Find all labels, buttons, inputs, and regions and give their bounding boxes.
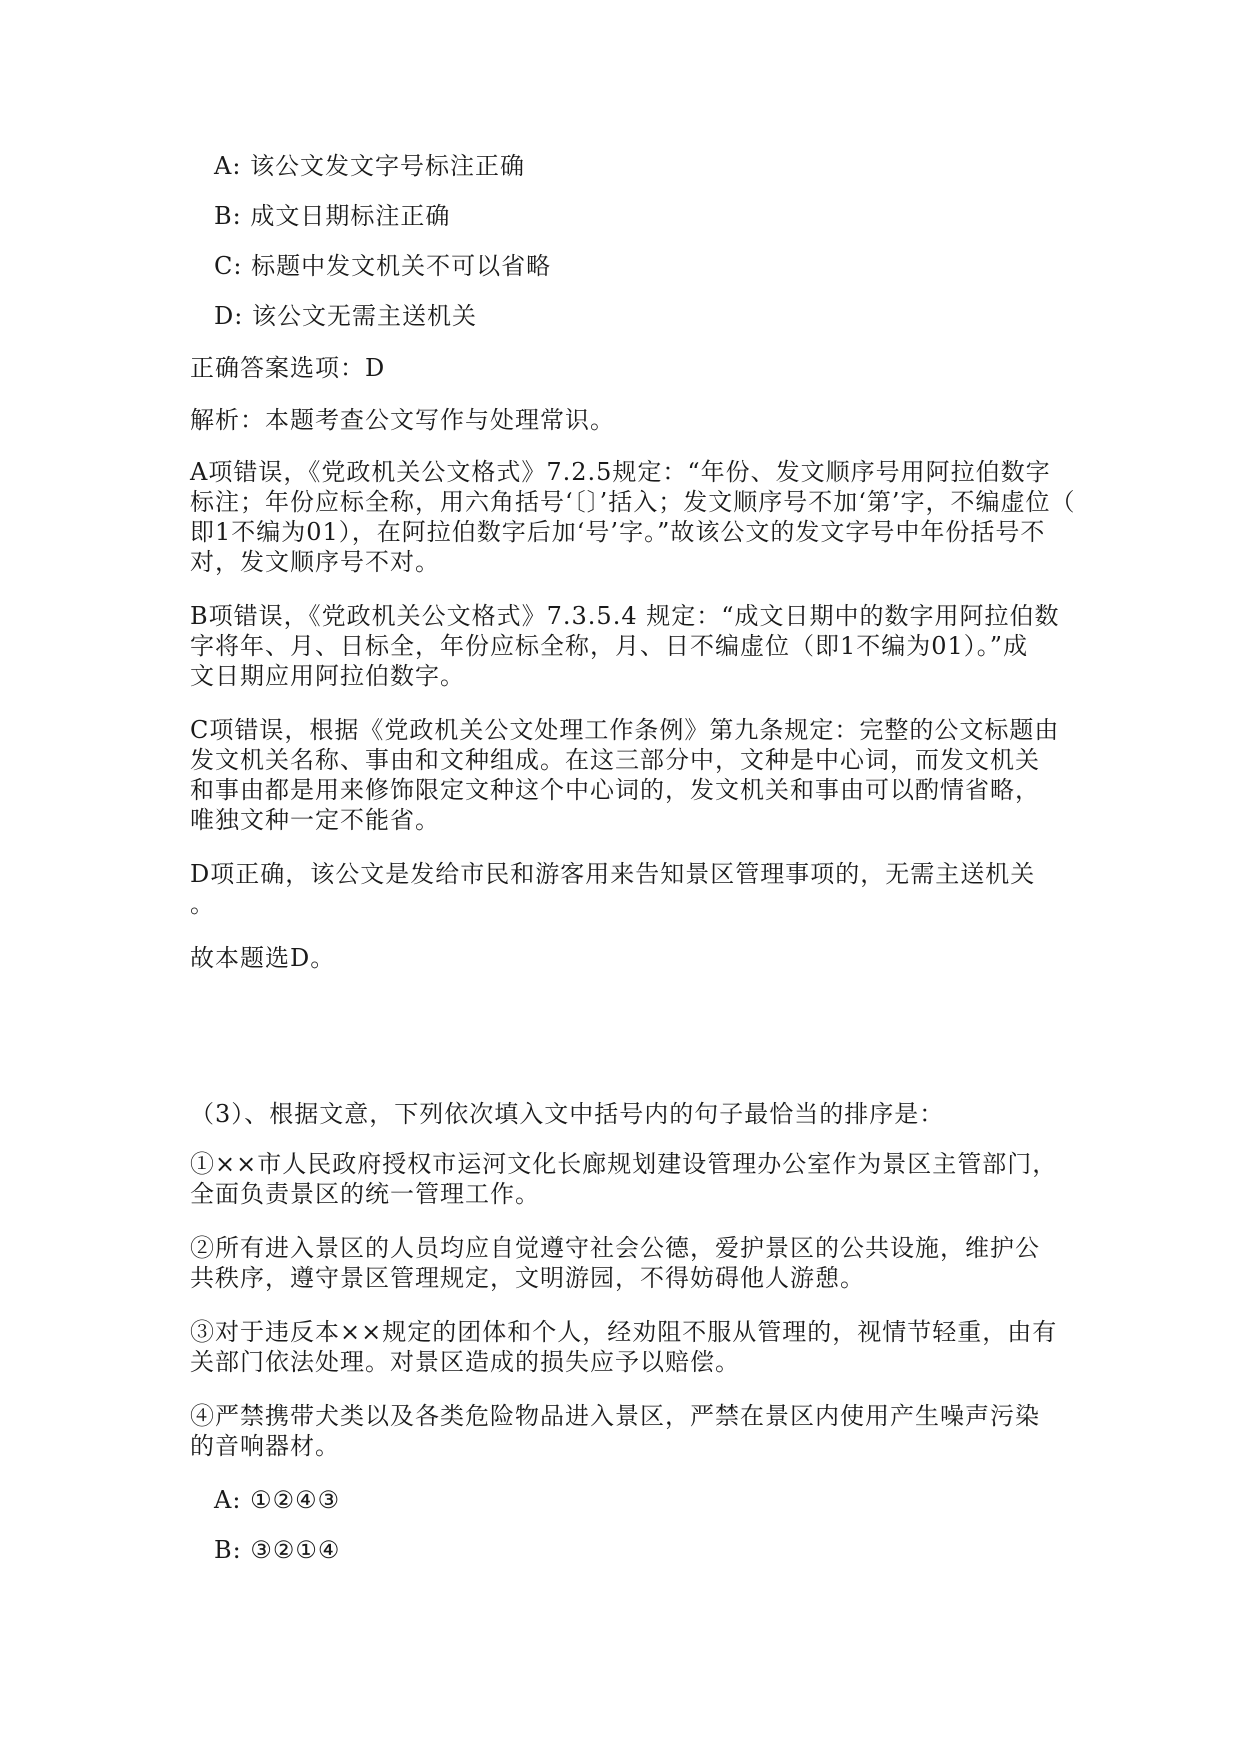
analysis-intro: 解析：本题考查公文写作与处理常识。	[190, 406, 615, 434]
option-letter: D:	[214, 302, 244, 330]
analysis-b-line: 字将年、月、日标全，年份应标全称，月、日不编虚位（即1不编为01）。”成	[190, 632, 1029, 660]
analysis-c-line: 和事由都是用来修饰限定文种这个中心词的，发文机关和事由可以酌情省略，	[190, 776, 1040, 804]
option-text: 成文日期标注正确	[250, 202, 451, 230]
correct-answer: 正确答案选项：D	[190, 354, 386, 382]
option-a	[214, 150, 525, 182]
option-letter: B:	[214, 202, 242, 230]
analysis-a-line: 标注；年份应标全称，用六角括号‘〔〕’括入；发文顺序号不加‘第’字，不编虚位（	[190, 488, 1076, 516]
question-3-stem: （3）、根据文意，下列依次填入文中括号内的句子最恰当的排序是：	[190, 1100, 945, 1128]
option-letter: B:	[214, 1536, 242, 1564]
option-letter: A:	[214, 1486, 242, 1514]
sentence-4-line: 的音响器材。	[190, 1432, 340, 1460]
analysis-c-line: C项错误，根据《党政机关公文处理工作条例》第九条规定：完整的公文标题由	[190, 716, 1060, 744]
analysis-a-line: 即1不编为01），在阿拉伯数字后加‘号’字。”故该公文的发文字号中年份括号不	[190, 518, 1046, 546]
option-b	[214, 200, 450, 232]
option-text: 标题中发文机关不可以省略	[251, 252, 552, 280]
option-text: ①②④③	[250, 1486, 341, 1514]
option-text: 该公文无需主送机关	[251, 302, 477, 330]
analysis-d-line: 。	[190, 890, 215, 918]
q3-option-b	[214, 1534, 340, 1566]
analysis-b-line: 文日期应用阿拉伯数字。	[190, 662, 465, 690]
option-letter: A:	[214, 152, 242, 180]
option-letter: C:	[214, 252, 243, 280]
option-text: ③②①④	[250, 1536, 341, 1564]
conclusion: 故本题选D。	[190, 944, 336, 972]
analysis-d-line: D项正确，该公文是发给市民和游客用来告知景区管理事项的，无需主送机关	[190, 860, 1036, 888]
sentence-3-line: 关部门依法处理。对景区造成的损失应予以赔偿。	[190, 1348, 740, 1376]
sentence-1-line: 全面负责景区的统一管理工作。	[190, 1180, 540, 1208]
analysis-c-line: 发文机关名称、事由和文种组成。在这三部分中，文种是中心词，而发文机关	[190, 746, 1040, 774]
option-c	[214, 250, 551, 282]
option-d	[214, 300, 477, 332]
analysis-c-line: 唯独文种一定不能省。	[190, 806, 440, 834]
analysis-a-line: A项错误，《党政机关公文格式》7.2.5规定：“年份、发文顺序号用阿拉伯数字	[190, 458, 1051, 486]
option-text: 该公文发文字号标注正确	[250, 152, 526, 180]
sentence-1-line: ①××市人民政府授权市运河文化长廊规划建设管理办公室作为景区主管部门，	[190, 1150, 1058, 1178]
analysis-a-line: 对，发文顺序号不对。	[190, 548, 440, 576]
sentence-2-line: ②所有进入景区的人员均应自觉遵守社会公德，爱护景区的公共设施，维护公	[190, 1234, 1040, 1262]
sentence-2-line: 共秩序，遵守景区管理规定，文明游园，不得妨碍他人游憩。	[190, 1264, 865, 1292]
analysis-b-line: B项错误，《党政机关公文格式》7.3.5.4 规定：“成文日期中的数字用阿拉伯数	[190, 602, 1060, 630]
q3-option-a	[214, 1484, 340, 1516]
sentence-3-line: ③对于违反本××规定的团体和个人，经劝阻不服从管理的，视情节轻重，由有	[190, 1318, 1058, 1346]
sentence-4-line: ④严禁携带犬类以及各类危险物品进入景区，严禁在景区内使用产生噪声污染	[190, 1402, 1040, 1430]
